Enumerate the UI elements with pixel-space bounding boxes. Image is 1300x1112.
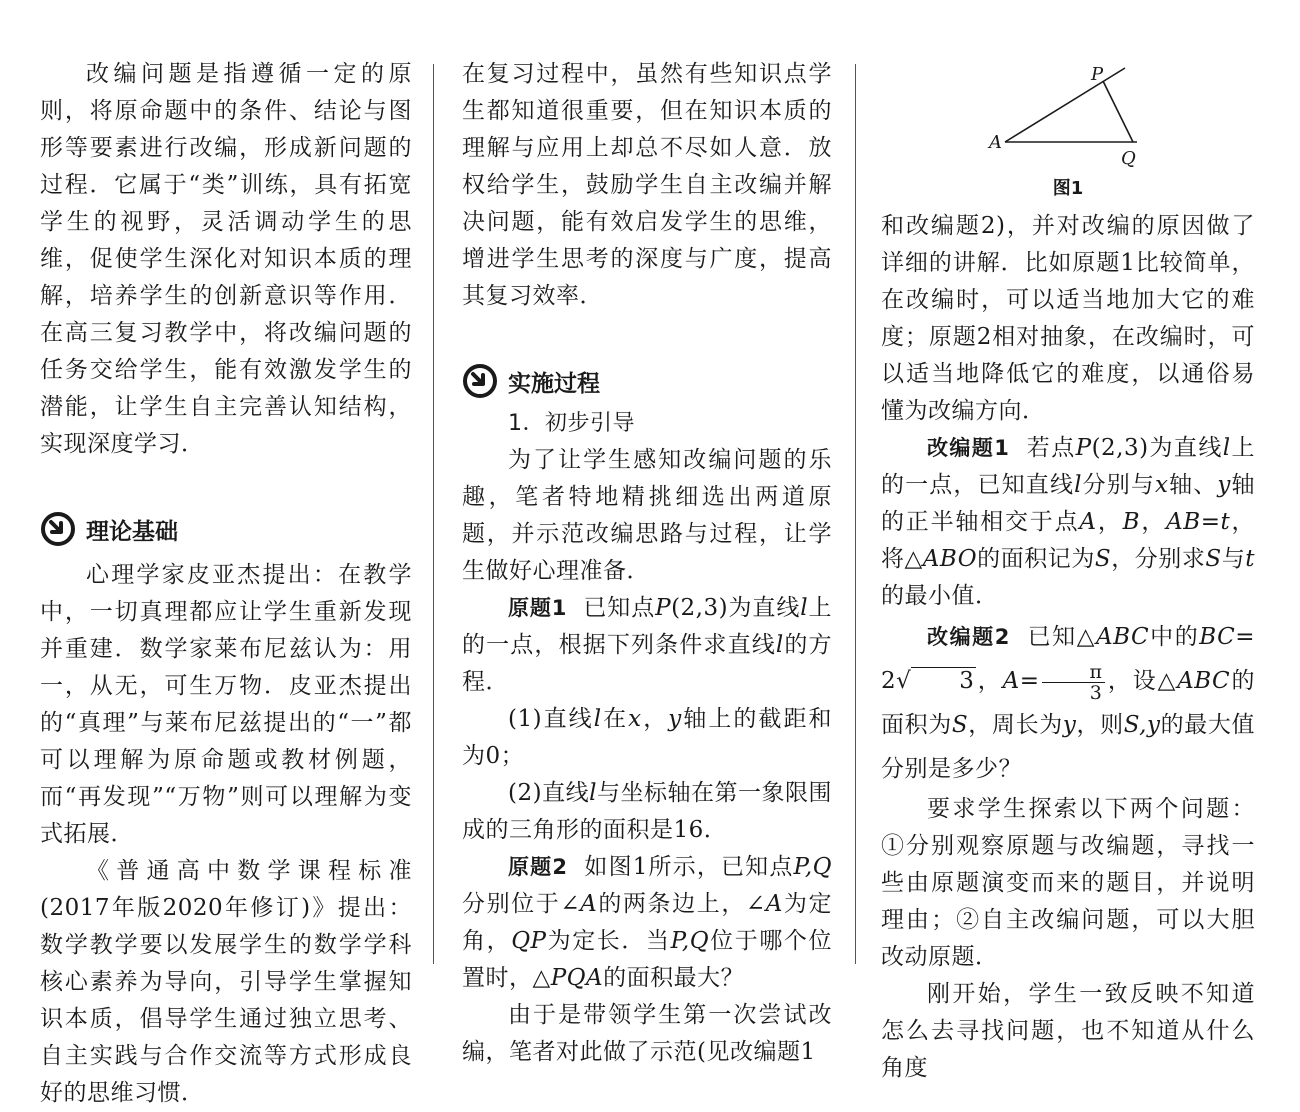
problem-label: 原题2: [508, 855, 568, 879]
figure-1: [881, 56, 1255, 208]
paragraph: 《普通高中数学课程标准(2017年版2020年修订)》提出：数学教学要以发展学生的数学学科核心素养为导向，引导学生掌握知识本质，倡导学生通过独立思考、自主实践与合作交流等方式形成良好的思维习惯．: [40, 858, 412, 1106]
circled-arrow-icon: [40, 511, 76, 547]
radical: 3: [911, 667, 976, 694]
adapted-problem-2: 改编题2 已知△ABC中的BC= 2√ 3，A= $\frac{\pi}{3}$ ，设△ABC的面积为S，周长为y，则S,y的最大值分别是多少？: [881, 624, 1256, 782]
section-title: 实施过程: [508, 370, 600, 397]
problem-item-1: (1)直线l在x，y轴上的截距和为0；: [462, 706, 833, 769]
section-title: 理论基础: [86, 518, 178, 545]
label-a: A: [989, 132, 1002, 153]
problem-item-2: (2)直线l与坐标轴在第一象限围成的三角形的面积是16．: [462, 780, 832, 843]
paragraph: 由于是带领学生第一次尝试改编，笔者对此做了示范(见改编题1: [462, 1002, 832, 1065]
label-p: P: [1091, 64, 1104, 85]
section-heading-implementation: [462, 357, 832, 405]
column-3: [881, 56, 1255, 1087]
paragraph: 在复习过程中，虽然有些知识点学生都知道很重要，但在知识本质的理解与应用上却总不尽如人意．放权给学生，鼓励学生自主改编并解决问题，能有效启发学生的思维，增进学生思考的深度与广度，提高其复习效率．: [462, 61, 832, 309]
figure-caption: 图1: [1052, 178, 1084, 199]
paragraph: 心理学家皮亚杰提出：在教学中，一切真理都应让学生重新发现并重建．数学家莱布尼兹认为：用一，从无，可生万物．皮亚杰提出的“真理”与莱布尼兹提出的“一”都可以理解为原命题或教材例题，而“再发现”“万物”则可以理解为变式拓展．: [40, 562, 412, 847]
paragraph: 为了让学生感知改编问题的乐趣，笔者特地精挑细选出两道原题，并示范改编思路与过程，让学生做好心理准备．: [462, 447, 832, 584]
paragraph: 刚开始，学生一致反映不知道怎么去寻找问题，也不知道从什么角度: [881, 981, 1255, 1081]
paragraph: 要求学生探索以下两个问题：①分别观察原题与改编题，寻找一些由原题演变而来的题目，并说明理由；②自主改编问题，可以大胆改动原题．: [881, 796, 1255, 970]
angle-side-upper: [1005, 68, 1125, 142]
column-divider: [433, 64, 434, 964]
problem-label: 原题1: [508, 596, 567, 620]
original-problem-1: 原题1 已知点P(2,3)为直线l上的一点，根据下列条件求直线l的方程．: [462, 595, 833, 695]
section-heading-theory: [40, 505, 412, 553]
triangle-diagram: [881, 56, 1255, 172]
fraction-pi-over-3: $\frac{\pi}{3}$: [1042, 662, 1105, 703]
column-2: [462, 56, 832, 1071]
original-problem-2: 原题2 如图1所示，已知点P,Q分别位于∠A的两条边上，∠A为定角，QP为定长．当P,Q位于哪个位置时，△PQA的面积最大？: [462, 854, 833, 991]
problem-label: 改编题1: [927, 436, 1010, 460]
paragraph: 和改编题2)，并对改编的原因做了详细的讲解．比如原题1比较简单，在改编时，可以适当地加大它的难度；原题2相对抽象，在改编时，可以适当地降低它的难度，以通俗易懂为改编方向．: [881, 213, 1255, 424]
circled-arrow-icon: [462, 363, 498, 399]
adapted-problem-1: 改编题1 若点P(2,3)为直线l上的一点，已知直线l分别与x轴、y轴的正半轴相交于点A，B，AB=t，将△ABO的面积记为S，分别求S与t的最小值．: [881, 435, 1256, 609]
subsection-title: 1．初步引导: [508, 411, 635, 436]
column-1: [40, 56, 412, 1112]
segment-pq: [1103, 81, 1133, 142]
intro-paragraph: 改编问题是指遵循一定的原则，将原命题中的条件、结论与图形等要素进行改编，形成新问题的过程．它属于“类”训练，具有拓宽学生的视野，灵活调动学生的思维，促使学生深化对知识本质的理解，培养学生的创新意识等作用．在高三复习教学中，将改编问题的任务交给学生，能有效激发学生的潜能，让学生自主完善认知结构，实现深度学习．: [40, 61, 412, 457]
column-divider: [855, 64, 856, 964]
problem-label: 改编题2: [927, 625, 1010, 649]
label-q: Q: [1121, 148, 1136, 169]
